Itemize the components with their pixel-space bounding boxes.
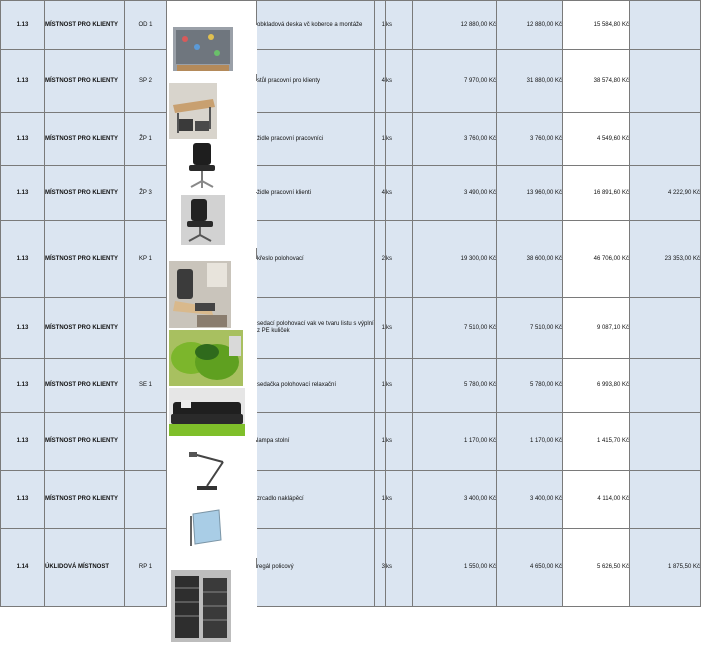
item-code <box>125 413 167 471</box>
table-row <box>1 359 701 413</box>
item-number: 1.13 <box>1 413 45 471</box>
room-name: MÍSTNOST PRO KLIENTY <box>45 413 125 471</box>
item-description: lampa stolní <box>257 413 375 471</box>
item-number: 1.13 <box>1 113 45 166</box>
total-with-vat: 15 584,80 Kč <box>563 1 630 50</box>
quantity: 2 <box>375 221 386 298</box>
unit: ks <box>386 359 413 413</box>
table-row <box>1 413 701 471</box>
extra-amount <box>630 298 701 359</box>
item-code: SP 2 <box>125 50 167 113</box>
item-description: sedačka polohovací relaxační <box>257 359 375 413</box>
wall-board-photo <box>167 25 257 74</box>
room-name: MÍSTNOST PRO KLIENTY <box>45 50 125 113</box>
table-row <box>1 50 701 113</box>
total-price: 38 600,00 Kč <box>497 221 563 298</box>
item-number: 1.13 <box>1 1 45 50</box>
item-description: zrcadlo naklápěcí <box>257 471 375 529</box>
extra-amount <box>630 50 701 113</box>
total-with-vat: 1 415,70 Kč <box>563 413 630 471</box>
total-price: 1 170,00 Kč <box>497 413 563 471</box>
table-row <box>1 166 701 221</box>
unit: ks <box>386 413 413 471</box>
unit: ks <box>386 298 413 359</box>
extra-amount <box>630 471 701 529</box>
total-price: 3 400,00 Kč <box>497 471 563 529</box>
sofa-photo <box>167 386 257 440</box>
photo-cell <box>167 1 257 50</box>
quantity: 1 <box>375 413 386 471</box>
extra-amount <box>630 413 701 471</box>
table-row <box>1 221 701 298</box>
unit: ks <box>386 471 413 529</box>
unit: ks <box>386 50 413 113</box>
unit-price: 1 550,00 Kč <box>413 529 497 607</box>
shelving-photo <box>167 568 257 646</box>
total-with-vat: 4 549,60 Kč <box>563 113 630 166</box>
unit-price: 3 490,00 Kč <box>413 166 497 221</box>
unit: ks <box>386 1 413 50</box>
total-price: 7 510,00 Kč <box>497 298 563 359</box>
item-number: 1.13 <box>1 359 45 413</box>
room-name: MÍSTNOST PRO KLIENTY <box>45 166 125 221</box>
tilting-mirror-photo <box>167 500 257 558</box>
quantity: 3 <box>375 529 386 607</box>
unit-price: 5 780,00 Kč <box>413 359 497 413</box>
table-row <box>1 1 701 50</box>
quantity: 1 <box>375 471 386 529</box>
item-number: 1.13 <box>1 50 45 113</box>
item-description: židle pracovní klienti <box>257 166 375 221</box>
item-number: 1.14 <box>1 529 45 607</box>
quantity: 4 <box>375 50 386 113</box>
room-name: MÍSTNOST PRO KLIENTY <box>45 1 125 50</box>
quantity: 1 <box>375 113 386 166</box>
item-code: OD 1 <box>125 1 167 50</box>
unit: ks <box>386 221 413 298</box>
quantity: 1 <box>375 298 386 359</box>
extra-amount: 1 875,50 Kč <box>630 529 701 607</box>
item-code: KP 1 <box>125 221 167 298</box>
total-with-vat: 6 993,80 Kč <box>563 359 630 413</box>
table-row <box>1 113 701 166</box>
bean-bag-photo <box>167 328 257 389</box>
total-with-vat: 46 706,00 Kč <box>563 221 630 298</box>
total-price: 5 780,00 Kč <box>497 359 563 413</box>
quantity: 1 <box>375 1 386 50</box>
unit-price: 3 760,00 Kč <box>413 113 497 166</box>
total-price: 3 760,00 Kč <box>497 113 563 166</box>
quantity: 1 <box>375 359 386 413</box>
item-description: sedací polohovací vak ve tvaru listu s výplní z PE kuliček <box>257 298 375 359</box>
room-name: ÚKLIDOVÁ MÍSTNOST <box>45 529 125 607</box>
recliner-photo <box>167 259 257 336</box>
room-name: MÍSTNOST PRO KLIENTY <box>45 359 125 413</box>
total-price: 4 650,00 Kč <box>497 529 563 607</box>
room-name: MÍSTNOST PRO KLIENTY <box>45 471 125 529</box>
desk-lamp-photo <box>167 442 257 500</box>
room-name: MÍSTNOST PRO KLIENTY <box>45 298 125 359</box>
item-description: stůl pracovní pro klienty <box>257 50 375 113</box>
total-with-vat: 16 891,60 Kč <box>563 166 630 221</box>
extra-amount <box>630 113 701 166</box>
item-number: 1.13 <box>1 298 45 359</box>
total-price: 31 880,00 Kč <box>497 50 563 113</box>
extra-amount: 4 222,90 Kč <box>630 166 701 221</box>
item-code: SE 1 <box>125 359 167 413</box>
total-with-vat: 5 626,50 Kč <box>563 529 630 607</box>
item-code <box>125 298 167 359</box>
room-name: MÍSTNOST PRO KLIENTY <box>45 221 125 298</box>
total-price: 12 880,00 Kč <box>497 1 563 50</box>
table-row <box>1 471 701 529</box>
unit-price: 3 400,00 Kč <box>413 471 497 529</box>
unit-price: 12 880,00 Kč <box>413 1 497 50</box>
total-with-vat: 9 087,10 Kč <box>563 298 630 359</box>
quantity: 4 <box>375 166 386 221</box>
extra-amount <box>630 359 701 413</box>
total-with-vat: 4 114,00 Kč <box>563 471 630 529</box>
total-price: 13 960,00 Kč <box>497 166 563 221</box>
item-number: 1.13 <box>1 166 45 221</box>
unit-price: 19 300,00 Kč <box>413 221 497 298</box>
item-description: křeslo polohovací <box>257 221 375 298</box>
unit: ks <box>386 113 413 166</box>
work-table-photo <box>167 81 257 144</box>
total-with-vat: 38 574,80 Kč <box>563 50 630 113</box>
item-description: obkladová deska vč koberce a montáže <box>257 1 375 50</box>
item-number: 1.13 <box>1 221 45 298</box>
table-row <box>1 298 701 359</box>
unit: ks <box>386 166 413 221</box>
table-row <box>1 529 701 607</box>
item-description: regál policový <box>257 529 375 607</box>
unit-price: 1 170,00 Kč <box>413 413 497 471</box>
unit-price: 7 510,00 Kč <box>413 298 497 359</box>
item-number: 1.13 <box>1 471 45 529</box>
item-code: ŽP 3 <box>125 166 167 221</box>
room-name: MÍSTNOST PRO KLIENTY <box>45 113 125 166</box>
client-chair-photo <box>167 193 257 248</box>
extra-amount <box>630 1 701 50</box>
item-code: RP 1 <box>125 529 167 607</box>
unit-price: 7 970,00 Kč <box>413 50 497 113</box>
office-chair-photo <box>167 139 257 192</box>
item-code: ŽP 1 <box>125 113 167 166</box>
unit: ks <box>386 529 413 607</box>
item-code <box>125 471 167 529</box>
extra-amount: 23 353,00 Kč <box>630 221 701 298</box>
item-description: židle pracovní pracovníci <box>257 113 375 166</box>
